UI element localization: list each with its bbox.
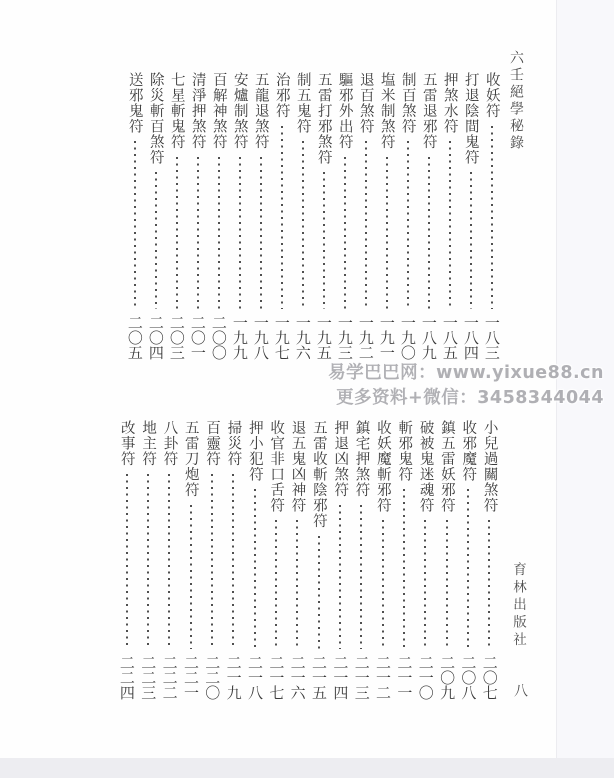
dotted-leader (208, 157, 229, 310)
entry-page-number: 一九二 (356, 315, 375, 360)
dotted-leader (187, 157, 208, 310)
entry-title: 收官非口舌符 (268, 420, 285, 513)
dotted-leader (439, 141, 460, 309)
dotted-leader (145, 172, 166, 309)
toc-entry (180, 420, 201, 700)
dotted-leader (287, 520, 308, 649)
entry-page-number: 一九〇 (398, 315, 417, 360)
toc-entry (393, 420, 414, 700)
folio-page-number: 八 (512, 683, 528, 697)
toc-entry (223, 420, 244, 700)
toc-entry (458, 420, 479, 700)
toc-entry (439, 72, 460, 360)
watermark-site-line: 易学巴巴网：www.yixue88.cn (328, 363, 604, 383)
toc-entry (201, 420, 222, 700)
entry-title: 斬邪鬼符 (396, 420, 413, 482)
dotted-leader (180, 505, 201, 650)
toc-entry (229, 72, 250, 360)
entry-page-number: 二二一 (181, 655, 200, 700)
entry-title: 鎮五雷妖邪符 (438, 420, 455, 513)
entry-title: 治邪符 (273, 72, 290, 119)
entry-page-number: 二一七 (267, 655, 286, 700)
toc-entry (137, 420, 158, 700)
entry-title: 八卦符 (161, 420, 178, 467)
dotted-leader (223, 474, 244, 650)
entry-page-number: 二二三 (139, 655, 158, 700)
dotted-leader (124, 141, 145, 309)
toc-entry (271, 72, 292, 360)
entry-page-number: 二〇四 (146, 315, 165, 360)
entry-title: 五雷退邪符 (420, 72, 437, 150)
toc-entry (415, 420, 436, 700)
entry-page-number: 二一九 (224, 655, 243, 700)
book-title: 六壬絕學秘錄 (508, 50, 524, 152)
entry-title: 押小犯符 (246, 420, 263, 482)
entry-title: 退百煞符 (357, 72, 374, 134)
entry-title: 百靈符 (204, 420, 221, 467)
entry-page-number: 二〇〇 (209, 315, 228, 360)
toc-entry (166, 72, 187, 360)
entry-title: 制五鬼符 (294, 72, 311, 134)
entry-title: 五雷收斬陰邪符 (310, 420, 327, 529)
entry-page-number: 二一〇 (416, 655, 435, 700)
dotted-leader (159, 474, 180, 650)
dotted-leader (265, 520, 286, 649)
entry-title: 五雷刀炮符 (182, 420, 199, 498)
dotted-leader (481, 126, 502, 310)
toc-entry (479, 420, 500, 700)
toc-entry (436, 420, 457, 700)
dotted-leader (415, 520, 436, 649)
toc-section-top (125, 72, 502, 360)
entry-page-number: 二〇一 (188, 315, 207, 360)
toc-entry (159, 420, 180, 700)
entry-page-number: 二一五 (310, 655, 328, 700)
entry-page-number: 一九七 (272, 315, 291, 360)
dotted-leader (479, 520, 500, 649)
entry-title: 五雷打邪煞符 (315, 72, 332, 165)
dotted-leader (334, 157, 355, 310)
entry-title: 押煞水符 (441, 72, 458, 134)
dotted-leader (250, 157, 271, 310)
entry-page-number: 一九三 (335, 315, 354, 360)
dotted-leader (436, 520, 457, 649)
toc-entry (187, 72, 208, 360)
entry-page-number: 二一六 (288, 655, 307, 700)
toc-entry (372, 420, 393, 700)
entry-page-number: 一八九 (419, 315, 438, 360)
watermark-contact-line: 更多资料+微信：3458344044 (336, 388, 604, 409)
toc-entry (355, 72, 376, 360)
toc-entry (244, 420, 265, 700)
entry-title: 七星斬鬼符 (168, 72, 185, 150)
toc-entry (145, 72, 166, 360)
entry-title: 收妖魔斬邪符 (374, 420, 391, 513)
entry-title: 鎮宅押煞符 (353, 420, 370, 498)
entry-title: 收妖符 (483, 72, 500, 119)
entry-title: 送邪鬼符 (126, 72, 143, 134)
dotted-leader (308, 536, 329, 650)
entry-page-number: 二一八 (245, 655, 264, 700)
entry-title: 清淨押煞符 (189, 72, 206, 150)
dotted-leader (137, 474, 158, 650)
entry-title: 除災斬百煞符 (147, 72, 164, 165)
dotted-leader (201, 474, 222, 650)
entry-page-number: 二〇七 (480, 655, 499, 700)
dotted-leader (271, 126, 292, 310)
toc-entry (208, 72, 229, 360)
entry-page-number: 二〇三 (167, 315, 186, 360)
dotted-leader (329, 505, 350, 650)
entry-page-number: 一九八 (251, 315, 270, 360)
entry-title: 破被鬼迷魂符 (417, 420, 434, 513)
entry-page-number: 一八五 (440, 315, 459, 360)
dotted-leader (313, 172, 334, 309)
scan-bottom-strip (0, 758, 614, 778)
toc-entry (292, 72, 313, 360)
entry-title: 地主符 (140, 420, 157, 467)
toc-entry (329, 420, 350, 700)
toc-entry (124, 72, 145, 360)
entry-page-number: 二〇八 (459, 655, 478, 700)
entry-page-number: 二二〇 (203, 655, 222, 700)
dotted-leader (229, 157, 250, 310)
entry-title: 掃災符 (225, 420, 242, 467)
toc-entry (313, 72, 334, 360)
entry-title: 改事符 (118, 420, 135, 467)
entry-title: 安爐制煞符 (231, 72, 248, 150)
entry-title: 退五鬼凶神符 (289, 420, 306, 513)
entry-title: 押退凶煞符 (332, 420, 349, 498)
entry-page-number: 一九五 (314, 315, 333, 360)
toc-entry (481, 72, 502, 360)
toc-entry (418, 72, 439, 360)
toc-entry (308, 420, 329, 700)
entry-title: 百解神煞符 (210, 72, 227, 150)
entry-page-number: 二〇五 (125, 315, 144, 360)
entry-page-number: 二二二 (160, 655, 179, 700)
entry-page-number: 一八四 (461, 315, 480, 360)
entry-title: 打退陰間鬼符 (462, 72, 479, 165)
entry-page-number: 一八三 (482, 315, 501, 360)
entry-page-number: 二二四 (117, 655, 136, 700)
dotted-leader (244, 489, 265, 649)
entry-page-number: 二一四 (331, 655, 350, 700)
toc-entry (397, 72, 418, 360)
dotted-leader (418, 157, 439, 310)
dotted-leader (376, 157, 397, 310)
publisher-name: 育林出版社 (510, 562, 526, 650)
entry-page-number: 二一三 (352, 655, 371, 700)
toc-entry (351, 420, 372, 700)
toc-entry (460, 72, 481, 360)
entry-title: 五龍退煞符 (252, 72, 269, 150)
toc-entry (116, 420, 137, 700)
dotted-leader (393, 489, 414, 649)
toc-section-bottom (116, 420, 500, 700)
dotted-leader (458, 489, 479, 649)
entry-title: 制百煞符 (399, 72, 416, 134)
dotted-leader (116, 474, 137, 650)
watermark (328, 361, 604, 412)
dotted-leader (355, 141, 376, 309)
entry-page-number: 一九九 (230, 315, 249, 360)
dotted-leader (460, 172, 481, 309)
entry-page-number: 二一二 (374, 655, 393, 700)
toc-entry (376, 72, 397, 360)
toc-entry (287, 420, 308, 700)
entry-title: 小兒過關煞符 (481, 420, 498, 513)
entry-title: 驅邪外出符 (336, 72, 353, 150)
entry-title: 收邪魔符 (460, 420, 477, 482)
dotted-leader (166, 157, 187, 310)
toc-entry (334, 72, 355, 360)
dotted-leader (292, 141, 313, 309)
entry-title: 塩米制煞符 (378, 72, 395, 150)
entry-page-number: 一九六 (293, 315, 312, 360)
toc-entry (250, 72, 271, 360)
dotted-leader (372, 520, 393, 649)
dotted-leader (351, 505, 372, 650)
entry-page-number: 一九一 (377, 315, 396, 360)
toc-entry (265, 420, 286, 700)
dotted-leader (397, 141, 418, 309)
entry-page-number: 二一一 (395, 655, 414, 700)
entry-page-number: 二〇九 (438, 655, 457, 700)
